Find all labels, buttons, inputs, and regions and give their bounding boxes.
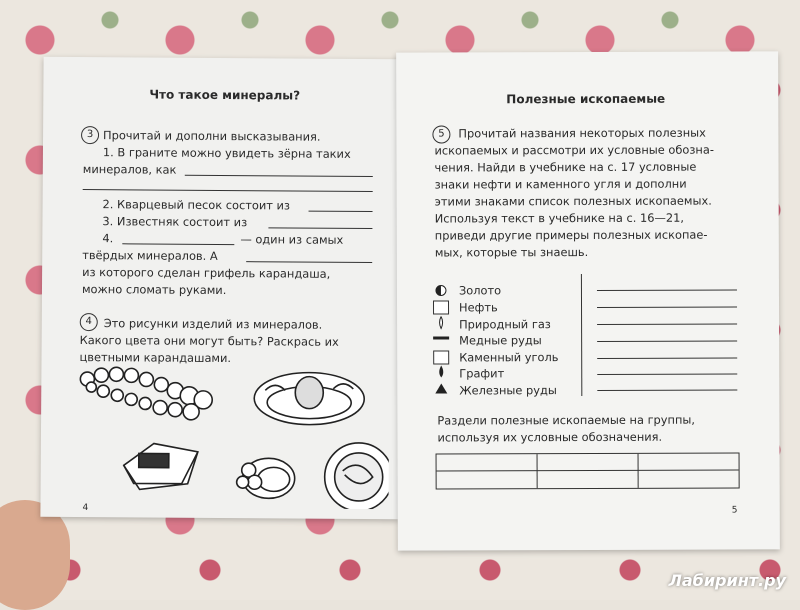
task3-line-0: Прочитай и дополни высказывания.	[103, 127, 321, 145]
answer-line[interactable]	[83, 189, 373, 192]
answer-line[interactable]	[597, 323, 737, 324]
task5-line-5: Используя текст в учебнике на с. 16—21,	[435, 210, 684, 227]
right-page	[396, 51, 780, 550]
task3-line-5: 4.	[102, 230, 113, 246]
answer-line[interactable]	[309, 211, 373, 212]
answer-line[interactable]	[597, 389, 737, 390]
task4-line-0: Это рисунки изделий из минералов.	[104, 315, 323, 333]
bead-necklace	[80, 367, 212, 420]
task4-line-1: Какого цвета они могут быть? Раскрась их	[80, 332, 339, 350]
gem-ring	[237, 458, 295, 498]
task5-line-7: мых, которые ты знаешь.	[435, 244, 588, 261]
square-icon	[433, 300, 449, 314]
answer-line[interactable]	[597, 373, 737, 374]
mineral-gold: Золото	[459, 282, 501, 298]
mineral-coal: Каменный уголь	[459, 349, 558, 365]
task-number-5: 5	[432, 125, 450, 143]
page-number-right: 5	[732, 505, 738, 515]
watermark: Лабиринт.ру	[669, 571, 786, 590]
groups-table[interactable]	[436, 452, 740, 489]
task5-line-1: ископаемых и рассмотри их условные обозна-	[434, 142, 714, 159]
answer-line[interactable]	[246, 261, 372, 263]
left-page-title: Что такое минералы?	[149, 87, 300, 102]
flame-icon	[436, 315, 446, 329]
task3-line-1: 1. В граните можно увидеть зёрна таких	[103, 144, 351, 162]
groups-text-0: Раздели полезные ископаемые на группы,	[437, 412, 695, 429]
task3-line-6: — один из самых	[240, 231, 343, 248]
mineral-copper-ore: Медные руды	[459, 332, 542, 348]
answer-line[interactable]	[597, 289, 737, 290]
left-page	[40, 57, 401, 519]
task3-line-4: 3. Известняк состоит из	[102, 213, 247, 230]
carved-box	[124, 443, 198, 490]
square-icon	[433, 350, 449, 364]
table-divider	[437, 469, 739, 471]
mineral-items-drawings[interactable]	[68, 357, 389, 509]
engraved-bracelet	[254, 372, 364, 425]
mineral-natural-gas: Природный газ	[459, 316, 551, 332]
page-number-left: 4	[82, 503, 88, 513]
task3-line-7: твёрдых минералов. А	[82, 247, 218, 264]
task3-line-9: можно сломать руками.	[82, 281, 226, 298]
bar-icon	[433, 336, 449, 339]
mineral-iron-ore: Железные руды	[459, 382, 557, 398]
task4-line-2: цветными карандашами.	[79, 349, 231, 366]
task5-line-3: знаки нефти и каменного угля и дополни	[435, 176, 687, 193]
answer-line[interactable]	[597, 340, 737, 341]
triangle-icon	[434, 382, 448, 394]
task5-line-2: чения. Найди в учебнике на с. 17 условные	[435, 159, 697, 176]
task5-line-0: Прочитай названия некоторых полезных	[458, 125, 706, 142]
mineral-graphite: Графит	[459, 365, 504, 381]
list-divider	[581, 274, 582, 396]
task3-line-2: минералов, как	[83, 161, 177, 178]
answer-line[interactable]	[122, 243, 234, 245]
task-number-3: 3	[81, 126, 99, 144]
answer-line[interactable]	[268, 227, 372, 229]
mineral-oil: Нефть	[459, 299, 498, 315]
task5-line-6: приведи другие примеры полезных ископае-	[435, 227, 708, 244]
answer-line[interactable]	[597, 357, 737, 358]
answer-line[interactable]	[185, 175, 373, 177]
drop-icon	[437, 364, 445, 378]
answer-line[interactable]	[597, 306, 737, 307]
groups-text-1: используя их условные обозначения.	[437, 429, 662, 446]
task5-line-4: этими знаками список полезных ископаемых.	[435, 193, 712, 210]
task-number-4: 4	[80, 313, 98, 331]
task3-line-3: 2. Кварцевый песок состоит из	[103, 196, 291, 213]
half-circle-icon	[435, 284, 447, 296]
task3-line-8: из которого сделан грифель карандаша,	[82, 264, 330, 282]
round-brooch	[324, 443, 389, 509]
right-page-title: Полезные ископаемые	[506, 92, 665, 107]
